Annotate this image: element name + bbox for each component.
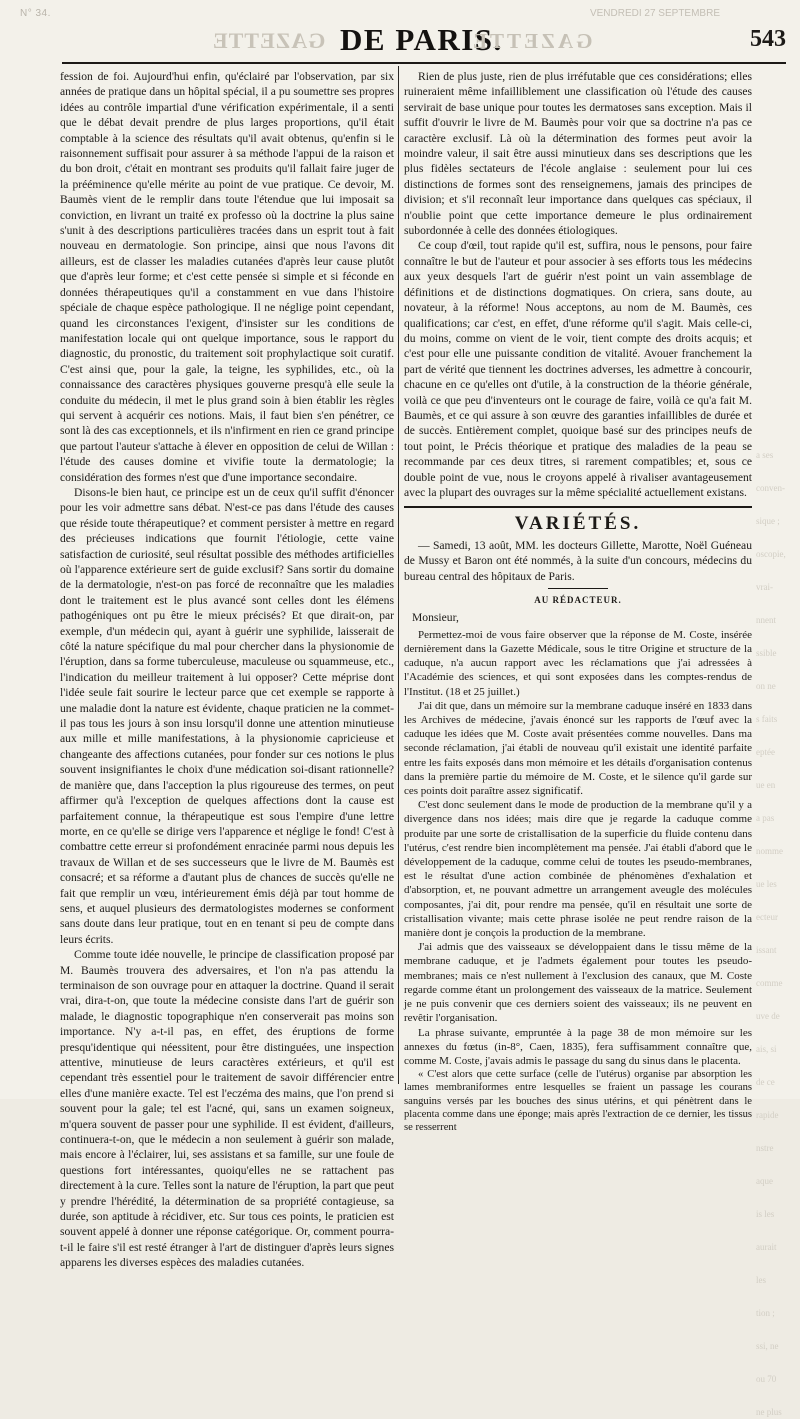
letter-heading: AU RÉDACTEUR. — [534, 595, 622, 605]
left-paragraph-1: fession de foi. Aujourd'hui enfin, qu'éclairé par l'observation, par six années de pratique dans un hôpital spécial, il a pu soumettre ses propres idées au contrôle impartial d'une vérification expérimentale, il a senti que le débat devait prendre de plus larges proportions, qu'il était comptable à la science des résultats qu'il avait obtenus, qu'enfin si le raisonnement suffisait pour assurer à sa méthode l'appui de la raison et du bon droit, c'était en montrant ses produits qu'il fallait faire juger de la prééminence qu'elle mérite au point de vue pratique. Ce devoir, M. Baumès vient de le remplir dans toute l'étendue que lui imposait sa conviction, en livrant un traité ex professo où la doctrine la plus saine s'unit à des descriptions particulières tracées dans un esprit tout à fait nouveau en dermatologie. Son principe, ainsi que nous l'avons dit ailleurs, est de classer les maladies cutanées d'après leur cause plutôt que d'après leur forme; et c'est cette pensée si simple et si féconde en données thérapeutiques qu'il a constamment en vue dans l'histoire spéciale de chaque espèce pathologique. Il ne néglige point cependant, quand les circonstances l'exigent, d'insister sur les conditions de manifestation locale qui ont quelque importance, sous le rapport du diagnostic, du pronostic, du traitement soit prophylactique soit curatif. C'est ainsi que, pour la gale, la teigne, les syphilides, etc., où la connaissance des caractères physiques gouverne presqu'à elle seule la conduite du médecin, il met le plus grand soin à bien établir les règles qui servent à acquérir ces notions. Mais, il faut bien s'en pénétrer, ce sont là des cas exceptionnels, et ils n'infirment en rien ce grand principe que partout l'auteur s'attache à élever en opposition de celui de Willan : l'étude des causes domine et vivifie toute la dermatologie; la considération des formes n'est que d'une importance secondaire. — [60, 70, 394, 484]
right-paragraph-2: Ce coup d'œil, tout rapide qu'il est, suffira, nous le pensons, pour faire connaître le but de l'auteur et pour associer à ses efforts tous les médecins aux yeux desquels l'art de guérir n'est point un vain assemblage de définitions et de distinctions dogmatiques. On criera, sans doute, au novateur, à la réforme! Nous acceptons, au nom de M. Baumès, ces qualifications; car c'est, en effet, d'une réforme qu'il s'agit. Mais celle-ci, du moins, comme on vient de le voir, tient compte des droits acquis; et c'est pour elle une puissante condition de vitalité. Avouer franchement la part de vérité que tiennent les doctrines adverses, les admettre à concourir, chacune en ce qu'elles ont d'utile, à la construction de la théorie générale, voilà ce que peu d'inventeurs ont le courage de faire, voilà ce qu'a fait M. Baumès, et ce qui assure à son œuvre des garanties infaillibles de durée et de succès. Entièrement complet, quoique basé sur des principes neufs de tout point, le Précis théorique et pratique des maladies de la peau se recommande par ces deux titres, si rarement compatibles; et, sous ce double point de vue, nous le croyons appelé à rivaliser avantageusement avec la plupart des ouvrages sur la même spécialité actuellement existans. — [404, 239, 752, 499]
bleed-through-line: is les — [756, 1209, 775, 1219]
bleed-through-line: rapide — [756, 1110, 779, 1120]
bleed-through-masthead-right: GAZETTE — [470, 29, 593, 53]
bleed-through-line: aque — [756, 1176, 773, 1186]
bleed-through-margin-text — [756, 69, 800, 1417]
bleed-through-line: ne plus — [756, 1407, 782, 1417]
bleed-through-line: comme — [756, 978, 783, 988]
masthead-title: DE PARIS. — [340, 22, 503, 57]
bleed-through-line: les — [756, 1275, 766, 1285]
header-rule — [62, 62, 786, 64]
letter-paragraph-1: Permettez-moi de vous faire observer que la réponse de M. Coste, insérée dernièrement dans la Gazette Médicale, sous le titre Origine et structure de la caduque, n'a aucun rapport avec les réclamations que j'ai adressées à l'Académie des sciences, et qui sont exposées dans les comptes-rendus de l'Institut. (18 et 25 juillet.) — [404, 628, 752, 698]
letter-paragraph-4: J'ai admis que des vaisseaux se développaient dans le tissu même de la membrane caduque, et je l'admets également pour toutes les pseudo-membranes; mais ce n'est nullement à l'exclusion des canaux, que M. Coste regarde comme étant un prolongement des vaisseaux de la matrice. Seulement je ne puis convenir que ces derniers soient des vaisseaux; ils ne peuvent en revêtir l'organisation. — [404, 941, 752, 1025]
bleed-through-line: ssible — [756, 648, 777, 658]
bleed-through-line: conven- — [756, 483, 785, 493]
bleed-through-line: nnent — [756, 615, 776, 625]
bleed-through-line: ecteur — [756, 912, 778, 922]
bleed-through-masthead-left: GAZETTE — [212, 28, 326, 53]
bleed-through-line: ue en — [756, 780, 776, 790]
bleed-through-date: VENDREDI 27 SEPTEMBRE — [589, 8, 720, 19]
bleed-through-line: eptée — [756, 747, 775, 757]
bleed-through-line: nomme — [756, 846, 783, 856]
bleed-through-line: ue les — [756, 879, 777, 889]
issue-number: N° 34. — [20, 8, 51, 19]
letter-paragraph-2: J'ai dit que, dans un mémoire sur la membrane caduque inséré en 1833 dans les Archives de médecine, j'avais énoncé sur les rapports de l'œuf avec la caduque les idées que M. Coste avait présentées comme nouvelles. Dans ma seconde réclamation, j'ai établi de nouveau qu'il existait une identité parfaite entre les faits exposés dans mon mémoire et les détails d'organisation contenus dans la première partie du mémoire de M. Coste, et le silence qu'il garde sur ces points doit paraître assez significatif. — [404, 699, 752, 798]
column-divider — [398, 66, 399, 1084]
bleed-through-line: tion ; — [756, 1308, 775, 1318]
bleed-through-line: de ce — [756, 1077, 775, 1087]
bleed-through-line: ssi, ne — [756, 1341, 779, 1351]
right-paragraph-1: Rien de plus juste, rien de plus irréfutable que ces considérations; elles ruineraient même infailliblement une classification où l'étude des causes servirait de base unique pour toutes les dermatoses sans exception. Mais il suffit d'ouvrir le livre de M. Baumès pour voir que sa doctrine n'a pas ce caractère exclusif. Là où la détermination des formes peut avoir la moindre valeur, il sait être aussi minutieux dans ses descriptions que les plus fidèles sectateurs de l'école anglaise : seulement pour lui ces distinctions de formes sont des renseignemens, jamais des principes de division; et s'il reconnaît leur importance dans quelques cas spéciaux, il n'oublie point que cette importance demeure le plus ordinairement subordonnée à celle des données étiologiques. — [404, 70, 752, 238]
bleed-through-line: vrai- — [756, 582, 773, 592]
bleed-through-line: aurait — [756, 1242, 777, 1252]
bleed-through-line: s faits — [756, 714, 778, 724]
bleed-through-line: uve de — [756, 1011, 780, 1021]
bleed-through-line: a ses — [756, 450, 774, 460]
bleed-through-line: a pas — [756, 813, 775, 823]
left-column — [60, 69, 394, 1270]
letter-paragraph-3: C'est donc seulement dans le mode de production de la membrane qu'il y a divergence dans nos idées; mais dire que je regarde la caduque comme produite par une sorte de cristallisation de la superficie du fluide contenu dans l'utérus, c'est rendre bien incomplètement ma pensée. J'ai établi d'abord que le développement de la caduque, comme celui de toutes les pseudo-membranes, est le résultat d'une action combinée de phénomènes d'exhalation et d'absorption, et, ne pouvant admettre un arrangement aveugle des molécules composantes, j'ai dit, pour rendre ma pensée, qu'il en résultait une sorte de cristallisation vivante; mais cette phrase isolée ne peut rendre raison de la manière dont je conçois la production de la membrane. — [404, 799, 752, 940]
review-conclusion — [404, 69, 752, 500]
section-rule — [404, 506, 752, 508]
page-number: 543 — [750, 26, 786, 52]
right-column — [404, 69, 752, 1133]
bleed-through-line: sique ; — [756, 516, 780, 526]
news-item: — Samedi, 13 août, MM. les docteurs Gillette, Marotte, Noël Guéneau de Mussy et Baron ont été nommés, à la suite d'un concours, médecins du bureau central des hôpitaux de Paris. — [404, 538, 752, 583]
bleed-through-line: ais, si — [756, 1044, 777, 1054]
section-title-varietes: VARIÉTÉS. — [514, 513, 642, 535]
short-divider — [548, 588, 608, 589]
letter-paragraph-5: La phrase suivante, empruntée à la page 38 de mon mémoire sur les annexes du fœtus (in-8°, Caen, 1835), fera suffisamment connaître que, comme M. Coste, j'avais admis le passage du sang du sinus dans le placenta. — [404, 1026, 752, 1067]
letter-salutation: Monsieur, — [412, 611, 459, 625]
bleed-through-line: oscopie, — [756, 549, 786, 559]
bleed-through-line: nstre — [756, 1143, 774, 1153]
bleed-through-line: issant — [756, 945, 777, 955]
page-header — [0, 0, 800, 62]
left-paragraph-2: Disons-le bien haut, ce principe est un de ceux qu'il suffit d'énoncer pour les voir admettre sans débat. N'est-ce pas dans l'étude des causes que réside toute thérapeutique? et comment persister à mettre en regard des précieuses indications que fournit l'étiologie, cette vaine satisfaction de curiosité, seul résultat possible des méthodes artificielles où l'apparence extérieure sert de guide exclusif? Sans sortir du domaine de la dermatologie, n'est-on pas forcé de reconnaître que les maladies dont le traitement est le plus avancé sont celles dont les élémens pathogéniques ont pu être le mieux précisés? Et que dirait-on, par exemple, d'un médecin qui, ayant à guérir une syphilide, laisserait de côté la nature spécifique du mal pour chercher dans la physionomie de l'éruption, dans sa forme tuberculeuse, maculeuse ou squammeuse, etc., l'indication du meilleur traitement à lui opposer? Cette méprise dont l'idée seule fait sourire le lecteur parce que cet exemple se rapporte à une maladie dont la nature est évidente, chaque praticien ne la commet-il pas tous les jours à son insu lorsqu'il donne une attention minutieuse aux mille et mille manifestations, à la physionomie capricieuse et changeante des affections cutanées, pour fonder sur ces notions le plus souvent insignifiantes le choix d'une médication soi-disant rationnelle? de manière que, dans l'acception la plus rigoureuse des termes, on peut affirmer qu'à l'exception de quelques affections dont la cause est parfaitement connue, la thérapeutique est sous l'empire d'une lettre morte, en ce qu'elle se dirige vers l'apparence et néglige le fond! C'est à combattre cette erreur si profondément enracinée parmi nous depuis les travaux de Willan et de ses successeurs que le livre de M. Baumès est consacré; et sa réforme a d'autant plus de chances de succès qu'elle ne fait que remplir un vœu, intérieurement émis déjà par tout homme de sens, et auquel plusieurs des dermatologistes modernes se conforment sans doute dans leur pratique, tout en en tenant si peu de compte dans leurs écrits. — [60, 485, 394, 946]
letter-body — [404, 628, 752, 1068]
quoted-passage — [404, 1068, 752, 1134]
quote-paragraph: « C'est alors que cette surface (celle de l'utérus) organise par absorption les lames membraniformes entre lesquelles se fraient un passage les courans sanguins versés par les bouches des sinus utérins, et qui pénètrent dans le placenta comme dans une éponge; mais après l'extraction de ce dernier, les tissus se resserrent — [404, 1069, 752, 1133]
bleed-through-line: ou 70 — [756, 1374, 777, 1384]
left-paragraph-3: Comme toute idée nouvelle, le principe de classification proposé par M. Baumès trouvera des adversaires, et l'on n'a pas attendu la terminaison de son ouvrage pour en attaquer la doctrine. Quand il serait vrai, dira-t-on, que toute la médecine consiste dans l'art de guérir son malade, le diagnostic topographique n'en conserverait pas moins son importance. N'y a-t-il pas, en effet, des éruptions de forme presqu'identique qui néessitent, pour être distinguées, une inspection attentive, minutieuse de leurs caractères extérieurs, et qu'il est cependant très essentiel pour le traitement de savoir différencier entre elles d'une manière exacte. Tel est l'eczéma des mains, que l'on prend si souvent pour la gale; tel est l'acné, qui, sans un examen soigneux, m'quera souvent de passer pour une syphilide. Il est évident, d'ailleurs, continuera-t-on, que le médecin a non seulement à guérir son malade, mais encore à l'éclairer, lui, ses assistans et sa famille, sur une foule de questions fort intéressantes, quoiqu'elles ne se rattachent pas directement à la cure. Telles sont la nature de l'éruption, la part que peut y prendre l'hérédité, la détermination de sa propriété contagieuse, sa durée, son aptitude à récidiver, etc. Sur tous ces points, le praticien est souvent appelé à donner une réponse catégorique. Or, comment pourra-t-il le faire s'il est resté étranger à l'art de distinguer d'après leurs signes apparens les diverses espèces des maladies cutanées. — [60, 948, 394, 1270]
bleed-through-line: on ne — [756, 681, 776, 691]
